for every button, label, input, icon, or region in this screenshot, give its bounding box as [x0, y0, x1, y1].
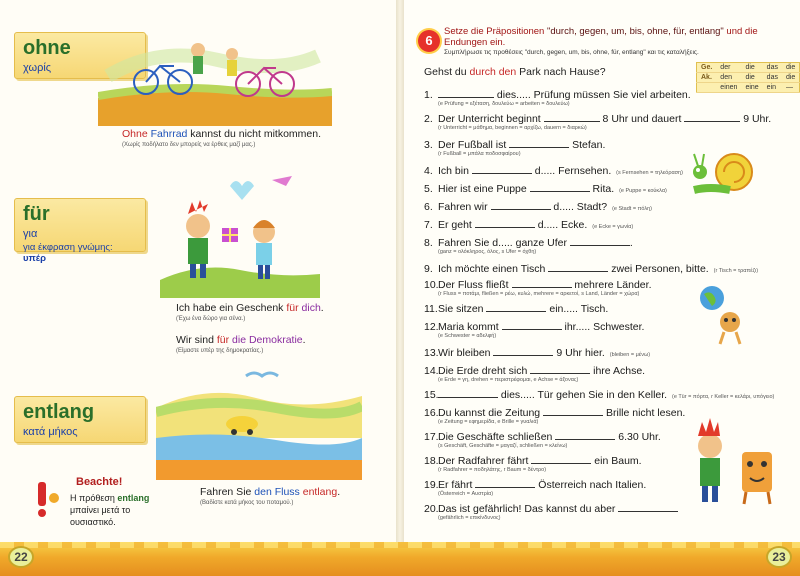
- exercise-number: 8.: [424, 237, 433, 249]
- exercise-text: Die Erde dreht sich: [438, 365, 531, 377]
- exercise-text: ihr..... Schwester.: [561, 321, 645, 333]
- exercise-text: Das ist gefährlich! Das kannst du aber: [438, 503, 619, 515]
- instruction-part: "durch, gegen, um, bis, ohne, für, entlang": [546, 26, 724, 37]
- list-item: [424, 112, 771, 132]
- footer-band: [0, 542, 800, 576]
- exercise-hint: (s Geschäft, Geschäfte = μαγαζί, schließen = κλείνω): [438, 443, 568, 449]
- exercise-number: 5.: [424, 183, 433, 195]
- answer-blank[interactable]: [509, 138, 569, 148]
- exercise-hint: (r Fußball = μπάλα ποδοσφαίρου): [438, 151, 521, 157]
- exercise-text: d..... Stadt?: [550, 201, 608, 213]
- answer-blank[interactable]: [544, 112, 600, 122]
- ohne-caption: [122, 128, 321, 149]
- table-cell: Ge.: [697, 63, 717, 73]
- instruction-part: und die Endungen ein.: [444, 26, 758, 48]
- exercise-text: Brille nicht lesen.: [603, 407, 686, 419]
- ohne-caption-part: Ohne: [122, 128, 151, 140]
- list-item: [424, 278, 651, 298]
- entlang-caption: [200, 486, 340, 507]
- note-text-part: μπαίνει μετά το ουσιαστικό.: [70, 505, 131, 527]
- ohne-caption-part: Fahrrad: [150, 128, 188, 140]
- gift-illustration: [160, 170, 320, 298]
- answer-blank[interactable]: [493, 346, 553, 356]
- exercise-hint: (ganz = ολόκληρος, όλος, s Ufer = όχθη): [438, 249, 537, 255]
- table-cell: die: [741, 73, 762, 83]
- exercise-number: 18.: [424, 455, 439, 467]
- table-cell: einen: [716, 83, 741, 93]
- exercise-text: Die Geschäfte schließen: [438, 431, 556, 443]
- keyword-ohne-greek: χωρίς: [23, 62, 52, 74]
- example-part: Park nach Hause?: [516, 66, 606, 78]
- exercise-number: 13.: [424, 347, 439, 359]
- instruction-german: [444, 26, 794, 48]
- exercise-hint: (e Ecke = γωνία): [592, 224, 634, 230]
- instruction-part: Setze die Präpositionen: [444, 26, 547, 37]
- exercise-hint: (s Fernsehen = τηλεόραση): [616, 170, 683, 176]
- keyword-box-entlang: [14, 396, 146, 443]
- answer-blank[interactable]: [618, 502, 678, 512]
- list-item: [424, 502, 678, 522]
- greek-note-part: υπέρ: [23, 253, 46, 264]
- table-row: [697, 63, 800, 73]
- exercise-number: 4.: [424, 165, 433, 177]
- answer-blank[interactable]: [531, 454, 591, 464]
- exercise-text: Rita.: [589, 183, 615, 195]
- exercise-number: 2.: [424, 113, 433, 125]
- list-item: [424, 388, 774, 401]
- table-cell: das: [763, 73, 782, 83]
- exercise-number: 9.: [424, 263, 433, 275]
- fuer-caption-part: für: [216, 334, 230, 346]
- snail-illustration: [690, 142, 760, 198]
- greek-note-part: για έκφραση γνώμης:: [23, 242, 113, 253]
- exercise-hint: (gefährlich = επικίνδυνος): [438, 515, 501, 521]
- answer-blank[interactable]: [530, 364, 590, 374]
- characters-illustration: [686, 412, 786, 508]
- exercise-text: ein Baum.: [591, 455, 642, 467]
- exercise-number: 16.: [424, 407, 439, 419]
- fuer-caption-part: dich: [301, 302, 321, 314]
- answer-blank[interactable]: [543, 406, 603, 416]
- exercise-text: dies..... Prüfung müssen Sie viel arbeiten.: [494, 89, 691, 101]
- list-item: [424, 236, 633, 256]
- exercise-text: 9 Uhr hier.: [553, 347, 605, 359]
- exercise-text: Maria kommt: [438, 321, 502, 333]
- entlang-caption-greek: (Βαδίστε κατά μήκος του ποταμού.): [200, 500, 294, 506]
- list-item: [424, 218, 633, 231]
- list-item: [424, 364, 645, 384]
- exercise-hint: (r Fluss = ποτάμι, fließen = ρέω, κυλώ, mehrere = αρκετοί, s Land, Länder = χώρα): [438, 291, 640, 297]
- exercise-text: 8 Uhr und dauert: [599, 113, 685, 125]
- exercise-text: Wir bleiben: [438, 347, 494, 359]
- exercise-hint: (e Schwester = αδελφή): [438, 333, 497, 339]
- exercise-hint: (e Stadt = πόλη): [612, 206, 652, 212]
- exercise-number: 15.: [424, 389, 439, 401]
- list-item: [424, 320, 644, 340]
- answer-blank[interactable]: [475, 218, 535, 228]
- table-cell: ein: [763, 83, 782, 93]
- exercise-text: d..... Ecke.: [534, 219, 588, 231]
- fuer-caption-1: [176, 302, 324, 323]
- exercise-number: 7.: [424, 219, 433, 231]
- entlang-caption-part: den Fluss: [254, 486, 300, 498]
- exercise-number: 10.: [424, 279, 439, 291]
- note-text: [70, 492, 160, 528]
- exercise-number: 12.: [424, 321, 439, 333]
- answer-blank[interactable]: [684, 112, 740, 122]
- exercise-text: Der Fußball ist: [438, 139, 510, 151]
- fuer-caption-1-greek: (Έχω ένα δώρο για σένα.): [176, 316, 246, 322]
- list-item: [424, 88, 691, 108]
- bicycles-illustration: [98, 36, 332, 126]
- table-cell: die: [782, 63, 800, 73]
- exercise-hint: (r Radfahrer = ποδηλάτης, r Baum = δέντρο): [438, 467, 547, 473]
- exercise-text: Ich möchte einen Tisch: [438, 263, 549, 275]
- exercise-text: Stefan.: [569, 139, 606, 151]
- exercise-text: .: [629, 237, 633, 249]
- list-item: [424, 302, 608, 315]
- answer-blank[interactable]: [548, 262, 608, 272]
- exercise-text: 6.30 Uhr.: [615, 431, 661, 443]
- task-number-badge: 6: [418, 30, 440, 52]
- exercise-text: Fahren Sie d..... ganze Ufer: [438, 237, 570, 249]
- exercise-number: 1.: [424, 89, 433, 101]
- exercise-text: Er fährt: [438, 479, 476, 491]
- answer-blank[interactable]: [475, 478, 535, 488]
- list-item: [424, 430, 661, 450]
- note-box: [30, 476, 160, 528]
- task-instruction: [444, 26, 794, 57]
- note-title: Beachte!: [76, 476, 123, 488]
- note-text-part: Η πρόθεση: [70, 493, 118, 503]
- table-row: [697, 73, 800, 83]
- exercise-text: Sie sitzen: [438, 303, 487, 315]
- answer-blank[interactable]: [555, 430, 615, 440]
- keyword-fuer-greek-1: για: [23, 228, 38, 240]
- book-gutter: [396, 0, 404, 576]
- table-cell: die: [741, 63, 762, 73]
- exercise-text: dies..... Tür gehen Sie in den Keller.: [498, 389, 668, 401]
- exercise-text: ein..... Tisch.: [546, 303, 609, 315]
- list-item: [424, 478, 646, 498]
- example-part: durch: [469, 66, 496, 78]
- exercise-hint: (r Tisch = τραπέζι): [713, 268, 759, 274]
- entlang-caption-part: Fahren Sie: [200, 486, 255, 498]
- keyword-fuer: für: [23, 203, 50, 225]
- table-cell: —: [782, 83, 800, 93]
- keyword-box-fuer: [14, 198, 146, 264]
- table-cell: das: [763, 63, 782, 73]
- exercise-hint: (Österreich = Αυστρία): [438, 491, 494, 497]
- exercise-text: Hier ist eine Puppe: [438, 183, 530, 195]
- note-text-part: entlang: [117, 493, 150, 503]
- keyword-fuer-greek-2: [23, 242, 137, 264]
- exercise-text: ihre Achse.: [590, 365, 646, 377]
- exercise-number: 19.: [424, 479, 439, 491]
- fuer-caption-part: die Demokratie: [232, 334, 303, 346]
- table-cell: Ak.: [697, 73, 717, 83]
- exercise-number: 3.: [424, 139, 433, 151]
- exercise-hint: (bleiben = μένω): [609, 352, 651, 358]
- list-item: [424, 454, 642, 474]
- answer-blank[interactable]: [570, 236, 630, 246]
- article-table: [696, 62, 800, 93]
- river-illustration: [156, 368, 362, 480]
- answer-blank[interactable]: [512, 278, 572, 288]
- fuer-caption-part: Ich habe ein Geschenk: [176, 302, 287, 314]
- exercise-number: 6.: [424, 201, 433, 213]
- answer-blank[interactable]: [530, 182, 590, 192]
- fuer-caption-part: für: [286, 302, 299, 314]
- example-sentence: [424, 66, 606, 78]
- exercise-hint: (e Puppe = κούκλα): [619, 188, 667, 194]
- fuer-caption-part: .: [320, 302, 324, 314]
- exercise-text: Fahren wir: [438, 201, 491, 213]
- page-number-right: 23: [766, 546, 792, 568]
- exercise-hint: (e Erde = γη, drehen = περιστρέφομαι, e Achse = άξονας): [438, 377, 579, 383]
- example-part: Gehst du: [424, 66, 470, 78]
- exercise-number: 11.: [424, 303, 438, 315]
- exercise-number: 14.: [424, 365, 439, 377]
- fuer-caption-part: .: [302, 334, 306, 346]
- list-item: [424, 200, 652, 213]
- entlang-caption-part: .: [337, 486, 341, 498]
- example-part: den: [498, 66, 517, 78]
- keyword-ohne: ohne: [23, 37, 71, 59]
- left-page: [0, 0, 398, 576]
- list-item: [424, 262, 758, 275]
- exercise-hint: (e Prüfung = εξέταση, δουλεύω = arbeiten = δουλεύω): [438, 101, 570, 107]
- exercise-text: zwei Personen, bitte.: [608, 263, 709, 275]
- exercise-text: Du kannst die Zeitung: [438, 407, 544, 419]
- ohne-caption-greek: (Χωρίς ποδήλατο δεν μπορείς να έρθεις μαζί μας.): [122, 142, 256, 148]
- exercise-hint: (r Unterricht = μάθημα, beginnen = αρχίζω, dauern = διαρκώ): [438, 125, 587, 131]
- list-item: [424, 182, 667, 195]
- table-cell: den: [716, 73, 741, 83]
- list-item: [424, 164, 683, 177]
- exercise-text: mehrere Länder.: [571, 279, 652, 291]
- table-row: [697, 83, 800, 93]
- globe-illustration: [694, 282, 754, 346]
- table-cell: [697, 83, 717, 93]
- keyword-entlang-greek: κατά μήκος: [23, 426, 78, 438]
- answer-blank[interactable]: [502, 320, 562, 330]
- answer-blank[interactable]: [438, 88, 494, 98]
- table-cell: eine: [741, 83, 762, 93]
- fuer-caption-part: Wir sind: [176, 334, 217, 346]
- exercise-text: Österreich nach Italien.: [535, 479, 647, 491]
- table-cell: der: [716, 63, 741, 73]
- answer-blank[interactable]: [472, 164, 532, 174]
- exercise-text: d..... Fernsehen.: [531, 165, 612, 177]
- entlang-caption-part: entlang: [302, 486, 338, 498]
- exercise-text: Ich bin: [438, 165, 472, 177]
- exercise-hint: (e Zeitung = εφημερίδα, e Brille = γυαλιά): [438, 419, 539, 425]
- exercise-number: 20.: [424, 503, 439, 515]
- exercise-number: 17.: [424, 431, 439, 443]
- exercise-text: Er geht: [438, 219, 475, 231]
- exercise-text: Der Radfahrer fährt: [438, 455, 532, 467]
- ohne-caption-part: kannst du nicht mitkommen.: [187, 128, 322, 140]
- exercise-hint: (e Tür = πόρτα, r Keller = κελάρι, υπόγειο): [672, 394, 775, 400]
- exercise-text: 9 Uhr.: [740, 113, 772, 125]
- fuer-caption-2: [176, 334, 306, 355]
- instruction-greek: Συμπλήρωσε τις προθέσεις "durch, gegen, um, bis, ohne, für, entlang" και τις καταλήξεις.: [444, 49, 699, 56]
- list-item: [424, 406, 685, 426]
- page-number-left: 22: [8, 546, 34, 568]
- fuer-caption-2-greek: (Είμαστε υπέρ της δημοκρατίας.): [176, 348, 264, 354]
- table-cell: die: [782, 73, 800, 83]
- answer-blank[interactable]: [491, 200, 551, 210]
- answer-blank[interactable]: [438, 388, 498, 398]
- keyword-entlang: entlang: [23, 401, 95, 423]
- list-item: [424, 138, 605, 158]
- answer-blank[interactable]: [486, 302, 546, 312]
- exercise-text: Der Unterricht beginnt: [438, 113, 544, 125]
- exclamation-icon: [30, 480, 60, 520]
- list-item: [424, 346, 650, 359]
- exercise-text: Der Fluss fließt: [438, 279, 512, 291]
